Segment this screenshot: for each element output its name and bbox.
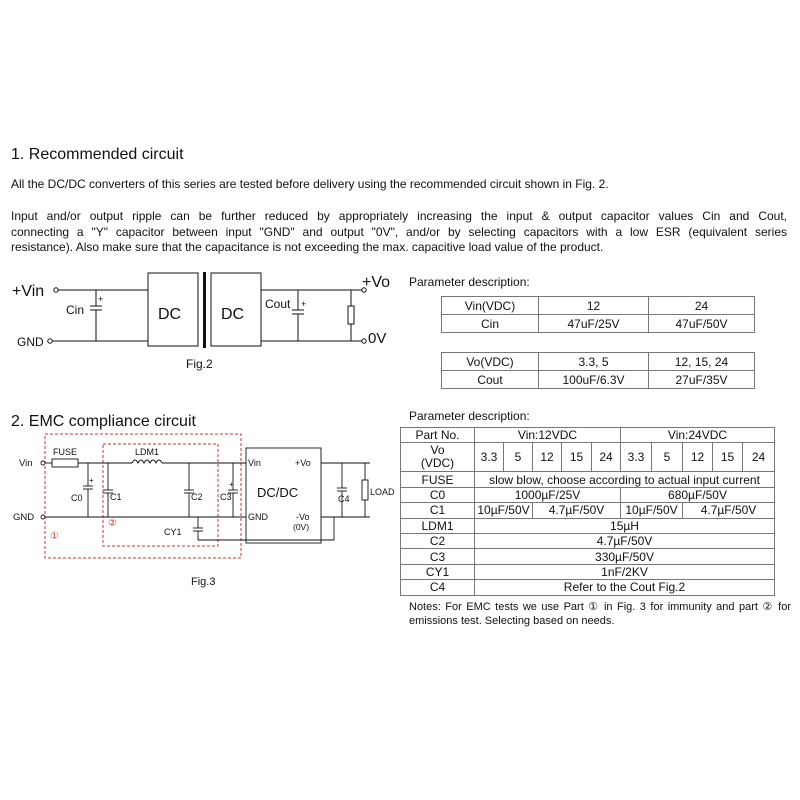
table-cell: 4.7µF/50V (683, 503, 775, 518)
table-cell: 12 (683, 443, 713, 472)
fig3-vin-label: Vin (19, 458, 33, 469)
fig3-gnd-label: GND (13, 512, 35, 523)
table-row (401, 487, 775, 502)
table-cell: 3.3, 5 (539, 353, 649, 371)
table-cell: 680µF/50V (621, 487, 775, 502)
table-cell: 3.3 (621, 443, 652, 472)
table-row (401, 580, 775, 595)
fig3-c2-label: C2 (191, 492, 203, 502)
table-cell: Cout (442, 371, 539, 389)
table-cell: Vin:12VDC (475, 428, 621, 443)
fig3-circle1-marker: ① (50, 531, 59, 542)
fig2-cout-label: Cout (265, 297, 291, 311)
param1-title: Parameter description: (409, 275, 530, 289)
section2-heading: 2. EMC compliance circuit (11, 413, 196, 430)
table-row (401, 518, 775, 533)
table-row (401, 472, 775, 487)
fig3-c3-label: C3 (220, 492, 232, 502)
c0-plus-sign: + (89, 476, 94, 485)
table-cell: 24 (743, 443, 775, 472)
fig2-dc2-label: DC (221, 306, 245, 323)
table-row (401, 533, 775, 548)
fig2-cin-label: Cin (66, 303, 85, 317)
table-cell: 24 (592, 443, 621, 472)
fig3-c0-label: C0 (71, 493, 83, 503)
fig3-caption: Fig.3 (191, 576, 216, 588)
c3-plus-sign: + (229, 480, 234, 489)
fig2-gnd-label: GND (17, 335, 44, 349)
section1-heading: 1. Recommended circuit (11, 146, 184, 163)
param2-title: Parameter description: (409, 409, 530, 423)
table-cell: 15 (713, 443, 743, 472)
table-cell: 10µF/50V (621, 503, 683, 518)
fig2-dc1-label: DC (158, 306, 182, 323)
table-cell: 4.7µF/50V (475, 533, 775, 548)
table-cell: 27uF/35V (649, 371, 755, 389)
table-cell: Vin:24VDC (621, 428, 775, 443)
table-cell: 12, 15, 24 (649, 353, 755, 371)
param2-table (400, 427, 775, 596)
table-cell: C4 (401, 580, 475, 595)
table-cell: 15µH (475, 518, 775, 533)
fig2-caption: Fig.2 (186, 357, 213, 371)
table-cell (401, 443, 475, 472)
note-line: emissions test. Selecting based on needs. (409, 615, 615, 627)
fig3-load-label: LOAD (370, 487, 395, 497)
cin-plus-sign: + (98, 294, 104, 304)
table-row (401, 564, 775, 579)
table-row (401, 503, 775, 518)
table-cell: Cin (442, 315, 539, 333)
table-cell: 100uF/6.3V (539, 371, 649, 389)
table-cell: 1nF/2KV (475, 564, 775, 579)
table-cell: 47uF/25V (539, 315, 649, 333)
cout-plus-sign: + (301, 299, 307, 309)
table-cell: 10µF/50V (475, 503, 533, 518)
fig3-pin-0v: (0V) (293, 522, 310, 532)
fig3-circle2-marker: ② (108, 518, 117, 529)
table-cell: C1 (401, 503, 475, 518)
table-cell: C2 (401, 533, 475, 548)
table-cell: 4.7µF/50V (533, 503, 621, 518)
fig2-vo-label: +Vo (362, 274, 391, 291)
note-line: Notes: For EMC tests we use Part ① in Fig. 3 for immunity and part ② for (409, 601, 791, 613)
table-cell: Refer to the Cout Fig.2 (475, 580, 775, 595)
table-cell: 47uF/50V (649, 315, 755, 333)
table-cell: C0 (401, 487, 475, 502)
table-cell: Vin(VDC) (442, 297, 539, 315)
table-cell: 15 (562, 443, 592, 472)
vdc-label: (VDC) (420, 456, 455, 471)
param2-notes (409, 600, 791, 628)
fig3-ldm1-label: LDM1 (135, 447, 160, 457)
fig3-pin-vin: Vin (248, 458, 261, 468)
table-cell: Part No. (401, 428, 475, 443)
vo-label: Vo (430, 443, 445, 458)
table-row (401, 428, 775, 443)
paragraph-line: resistance). Also make sure that the capacitance is not exceeding the max. capacitive load value of the product. (11, 240, 604, 254)
fig3-pin-gnd: GND (248, 512, 268, 522)
fig3-fuse-label: FUSE (53, 447, 78, 457)
table-cell: 12 (539, 297, 649, 315)
fig3-dcdc-label: DC/DC (257, 485, 299, 500)
paragraph-line: connecting a "Y" capacitor between input "GND" and output "0V", and/or by selecting capacitors with a low ESR (equivalent series (11, 224, 787, 239)
table-cell: 24 (649, 297, 755, 315)
section1-intro: All the DC/DC converters of this series are tested before delivery using the recommended circuit shown in Fig. 2. (11, 177, 609, 191)
table-cell: slow blow, choose according to actual input current (475, 472, 775, 487)
table-cell: 330µF/50V (475, 549, 775, 564)
table-cell: 5 (652, 443, 683, 472)
table-cell: Vo(VDC) (442, 353, 539, 371)
table-cell: FUSE (401, 472, 475, 487)
paragraph-line: Input and/or output ripple can be further reduced by appropriately increasing the input & output capacitor values Cin and Cout, (11, 209, 787, 223)
fig3-pin-minus-vo: -Vo (296, 512, 310, 522)
table-cell: 12 (533, 443, 562, 472)
fig3-cy1-label: CY1 (164, 527, 182, 537)
table-cell: 3.3 (475, 443, 504, 472)
table-cell: 1000µF/25V (475, 487, 621, 502)
fig3-c1-label: C1 (110, 492, 122, 502)
table-cell: C3 (401, 549, 475, 564)
table-cell: 5 (504, 443, 533, 472)
table-row (401, 549, 775, 564)
fig2-vin-label: +Vin (12, 283, 45, 300)
table-row (401, 443, 775, 472)
fig3-c4-label: C4 (338, 494, 350, 504)
table-cell: CY1 (401, 564, 475, 579)
fig2-0v-label: 0V (368, 330, 387, 347)
fig3-pin-vo: +Vo (295, 458, 311, 468)
table-cell: LDM1 (401, 518, 475, 533)
